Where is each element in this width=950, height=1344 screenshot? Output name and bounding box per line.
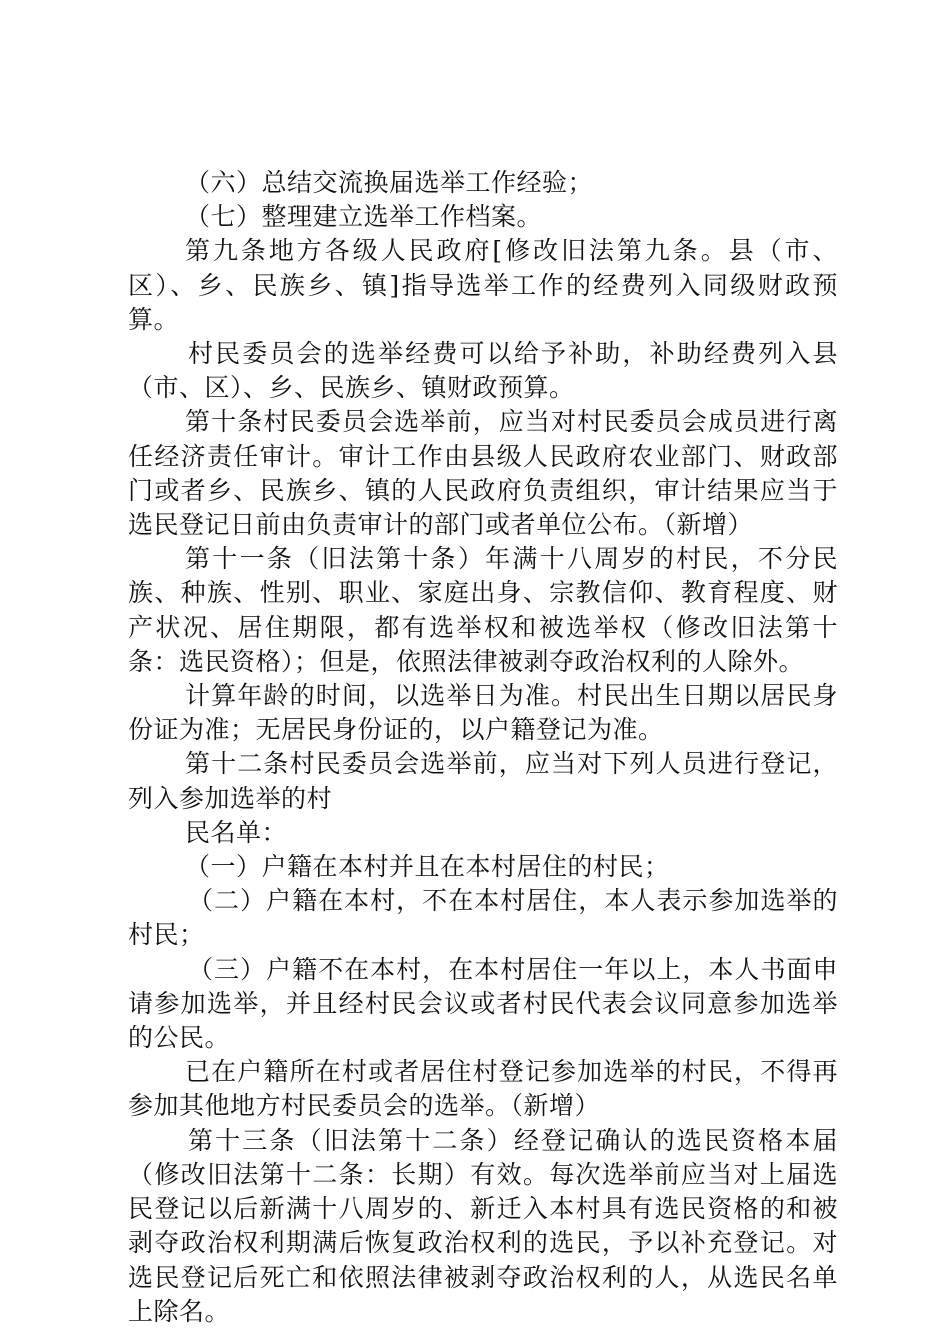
paragraph-name-list: 民名单： [185,817,288,847]
paragraph-article-12: 第十二条村民委员会选举前，应当对下列人员进行登记，列入参加选举的村 [128,749,838,813]
paragraph-article-10: 第十条村民委员会选举前，应当对村民委员会成员进行离任经济责任审计。审计工作由县级人民政府农业部门、财政部门或者乡、民族乡、镇的人民政府负责组织，审计结果应当于选民登记日前由负责审计的部门或者单位公布。（新增） [128,407,838,540]
paragraph-item-2: （二）户籍在本村，不在本村居住，本人表示参加选举的村民； [128,886,838,950]
paragraph-item-3: （三）户籍不在本村，在本村居住一年以上，本人书面申请参加选举，并且经村民会议或者村民代表会议同意参加选举的公民。 [128,954,838,1053]
paragraph-item-7: （七）整理建立选举工作档案。 [185,202,543,232]
paragraph-article-13: 第十三条（旧法第十二条）经登记确认的选民资格本届（修改旧法第十二条：长期）有效。每次选举前应当对上届选民登记以后新满十八周岁的、新迁入本村具有选民资格的和被剥夺政治权利期满后恢复政治权利的选民，予以补充登记。对选民登记后死亡和依照法律被剥夺政治权利的人，从选民名单上除名。 [128,1125,838,1326]
paragraph-election-funding: 村民委员会的选举经费可以给予补助，补助经费列入县（市、区）、乡、民族乡、镇财政预算。 [128,339,838,403]
document-body [128,166,838,1329]
paragraph-item-6: （六）总结交流换届选举工作经验； [185,168,594,197]
paragraph-article-9: 第九条地方各级人民政府[修改旧法第九条。县（市、区）、乡、民族乡、镇]指导选举工作的经费列入同级财政预算。 [128,236,838,334]
paragraph-article-11: 第十一条（旧法第十条）年满十八周岁的村民，不分民族、种族、性别、职业、家庭出身、宗教信仰、教育程度、财产状况、居住期限，都有选举权和被选举权（修改旧法第十条：选民资格）；但是，依照法律被剥夺政治权利的人除外。 [128,544,838,676]
paragraph-item-1: （一）户籍在本村并且在本村居住的村民； [185,852,670,882]
paragraph-age-calculation: 计算年龄的时间，以选举日为准。村民出生日期以居民身份证为准；无居民身份证的，以户籍登记为准。 [128,681,838,745]
paragraph-registration-limit: 已在户籍所在村或者居住村登记参加选举的村民，不得再参加其他地方村民委员会的选举。（新增） [128,1057,838,1121]
